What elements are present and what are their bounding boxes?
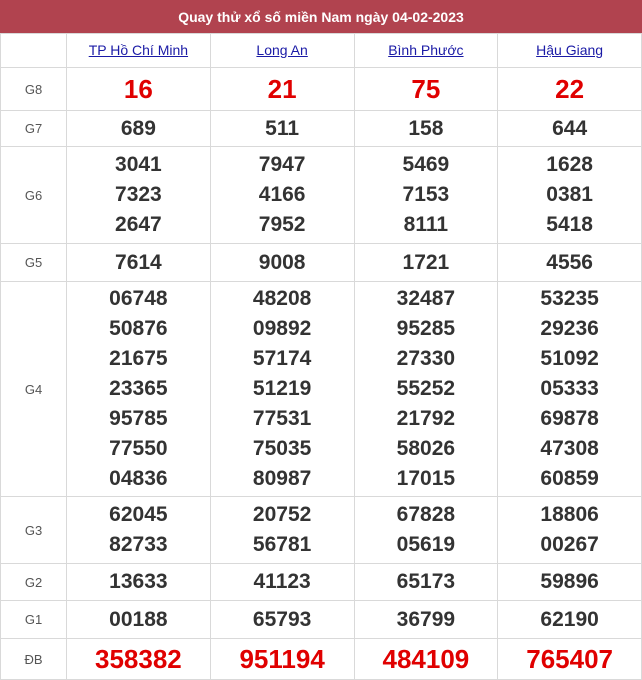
prize-row xyxy=(1,601,642,639)
prize-number: 80987 xyxy=(252,467,312,490)
prize-cell xyxy=(498,564,642,601)
prize-number: 7323 xyxy=(115,183,162,206)
prize-number: 21792 xyxy=(396,407,456,430)
prize-row xyxy=(1,147,642,244)
prize-cell xyxy=(67,639,211,680)
province-link-tp-ho-chi-minh[interactable]: TP Hồ Chí Minh xyxy=(88,41,189,58)
prize-cell xyxy=(67,244,211,282)
prize-cell xyxy=(67,497,211,564)
prize-number: 62190 xyxy=(540,607,599,631)
prize-row xyxy=(1,564,642,601)
prize-label: G3 xyxy=(1,497,67,564)
prize-label: G2 xyxy=(1,564,67,601)
prize-cell xyxy=(210,68,354,111)
prize-number: 59896 xyxy=(540,570,599,593)
prize-cell xyxy=(210,282,354,497)
prize-number: 41123 xyxy=(253,570,311,593)
prize-number: 75035 xyxy=(252,437,312,460)
prize-cell xyxy=(498,147,642,244)
prize-cell xyxy=(498,497,642,564)
prize-cell xyxy=(67,601,211,639)
prize-number: 358382 xyxy=(94,644,182,674)
prize-number: 05619 xyxy=(396,533,456,556)
prize-cell xyxy=(354,282,498,497)
prize-number: 2647 xyxy=(115,213,162,236)
province-header-row xyxy=(1,34,642,68)
prize-number: 9008 xyxy=(258,250,306,274)
prize-cell xyxy=(67,282,211,497)
prize-number: 65793 xyxy=(252,607,312,631)
prize-cell xyxy=(498,68,642,111)
prize-number: 09892 xyxy=(252,317,312,340)
prize-number: 95785 xyxy=(109,407,168,430)
prize-number: 158 xyxy=(408,116,444,140)
prize-label: G7 xyxy=(1,111,67,147)
prize-cell xyxy=(210,244,354,282)
prize-number: 51092 xyxy=(540,347,599,370)
prize-cell xyxy=(354,601,498,639)
prize-cell xyxy=(498,244,642,282)
prize-cell xyxy=(67,68,211,111)
prize-number: 1721 xyxy=(402,250,450,274)
prize-number: 77531 xyxy=(252,407,312,430)
prize-number: 27330 xyxy=(396,347,456,370)
prize-number: 7947 xyxy=(258,153,306,176)
results-table xyxy=(0,33,642,680)
prize-number: 22 xyxy=(555,74,585,104)
prize-number: 8111 xyxy=(403,213,449,236)
prize-row xyxy=(1,111,642,147)
prize-number: 0381 xyxy=(546,183,593,206)
prize-number: 32487 xyxy=(396,287,456,310)
prize-number: 65173 xyxy=(396,570,456,593)
prize-row xyxy=(1,282,642,497)
prize-cell xyxy=(498,639,642,680)
prize-cell xyxy=(67,111,211,147)
province-link-hau-giang[interactable]: Hậu Giang xyxy=(536,41,604,58)
prize-number: 13633 xyxy=(109,570,168,593)
prize-number: 82733 xyxy=(109,533,168,556)
prize-number: 75 xyxy=(411,74,441,104)
prize-number: 4556 xyxy=(546,250,593,274)
prize-cell xyxy=(354,111,498,147)
page-title: Quay thử xổ số miền Nam ngày 04-02-2023 xyxy=(0,0,642,33)
prize-number: 21 xyxy=(267,74,297,104)
prize-cell xyxy=(498,601,642,639)
prize-number: 20752 xyxy=(252,503,312,526)
prize-number: 511 xyxy=(265,116,300,140)
prize-number: 58026 xyxy=(396,437,456,460)
prize-cell xyxy=(210,639,354,680)
prize-cell xyxy=(354,244,498,282)
prize-number: 67828 xyxy=(396,503,456,526)
prize-number: 95285 xyxy=(396,317,456,340)
prize-number: 48208 xyxy=(252,287,312,310)
prize-cell xyxy=(67,564,211,601)
prize-number: 17015 xyxy=(396,467,456,490)
prize-number: 21675 xyxy=(109,347,168,370)
prize-number: 00188 xyxy=(109,607,168,631)
corner-cell xyxy=(1,34,67,68)
prize-label: G4 xyxy=(1,282,67,497)
prize-number: 7153 xyxy=(402,183,450,206)
prize-number: 5418 xyxy=(546,213,593,236)
prize-row xyxy=(1,497,642,564)
prize-number: 62045 xyxy=(109,503,168,526)
prize-number: 00267 xyxy=(540,533,599,556)
prize-number: 47308 xyxy=(540,437,599,460)
prize-label: G1 xyxy=(1,601,67,639)
prize-number: 3041 xyxy=(115,153,162,176)
prize-cell xyxy=(210,111,354,147)
prize-number: 36799 xyxy=(396,607,456,631)
prize-cell xyxy=(210,601,354,639)
prize-number: 55252 xyxy=(396,377,456,400)
prize-number: 765407 xyxy=(526,644,613,674)
prize-label: ĐB xyxy=(1,639,67,680)
prize-label: G5 xyxy=(1,244,67,282)
prize-row xyxy=(1,639,642,680)
prize-number: 484109 xyxy=(382,644,470,674)
prize-cell xyxy=(354,147,498,244)
prize-number: 16 xyxy=(123,74,153,104)
prize-number: 7952 xyxy=(258,213,306,236)
province-link-long-an[interactable]: Long An xyxy=(256,41,308,58)
prize-number: 56781 xyxy=(252,533,312,556)
prize-number: 04836 xyxy=(109,467,168,490)
prize-number: 77550 xyxy=(109,437,168,460)
prize-row xyxy=(1,244,642,282)
prize-number: 50876 xyxy=(109,317,168,340)
prize-number: 69878 xyxy=(540,407,599,430)
prize-number: 5469 xyxy=(402,153,450,176)
prize-cell xyxy=(354,497,498,564)
prize-number: 57174 xyxy=(252,347,312,370)
prize-label: G8 xyxy=(1,68,67,111)
prize-cell xyxy=(210,147,354,244)
prize-number: 53235 xyxy=(540,287,599,310)
prize-number: 23365 xyxy=(109,377,168,400)
prize-number: 06748 xyxy=(109,287,168,310)
prize-cell xyxy=(210,564,354,601)
prize-cell xyxy=(354,639,498,680)
prize-number: 05333 xyxy=(540,377,599,400)
prize-number: 60859 xyxy=(540,467,599,490)
prize-cell xyxy=(354,68,498,111)
prize-label: G6 xyxy=(1,147,67,244)
prize-number: 951194 xyxy=(239,644,325,674)
prize-cell xyxy=(354,564,498,601)
prize-number: 7614 xyxy=(115,250,162,274)
province-link-binh-phuoc[interactable]: Bình Phước xyxy=(388,41,464,58)
prize-cell xyxy=(498,282,642,497)
prize-cell xyxy=(210,497,354,564)
prize-number: 1628 xyxy=(546,153,593,176)
prize-number: 644 xyxy=(552,116,588,140)
prize-number: 29236 xyxy=(540,317,599,340)
prize-cell xyxy=(67,147,211,244)
prize-cell xyxy=(498,111,642,147)
prize-number: 4166 xyxy=(258,183,306,206)
prize-number: 689 xyxy=(120,116,156,140)
prize-number: 51219 xyxy=(252,377,312,400)
prize-row xyxy=(1,68,642,111)
prize-number: 18806 xyxy=(540,503,599,526)
